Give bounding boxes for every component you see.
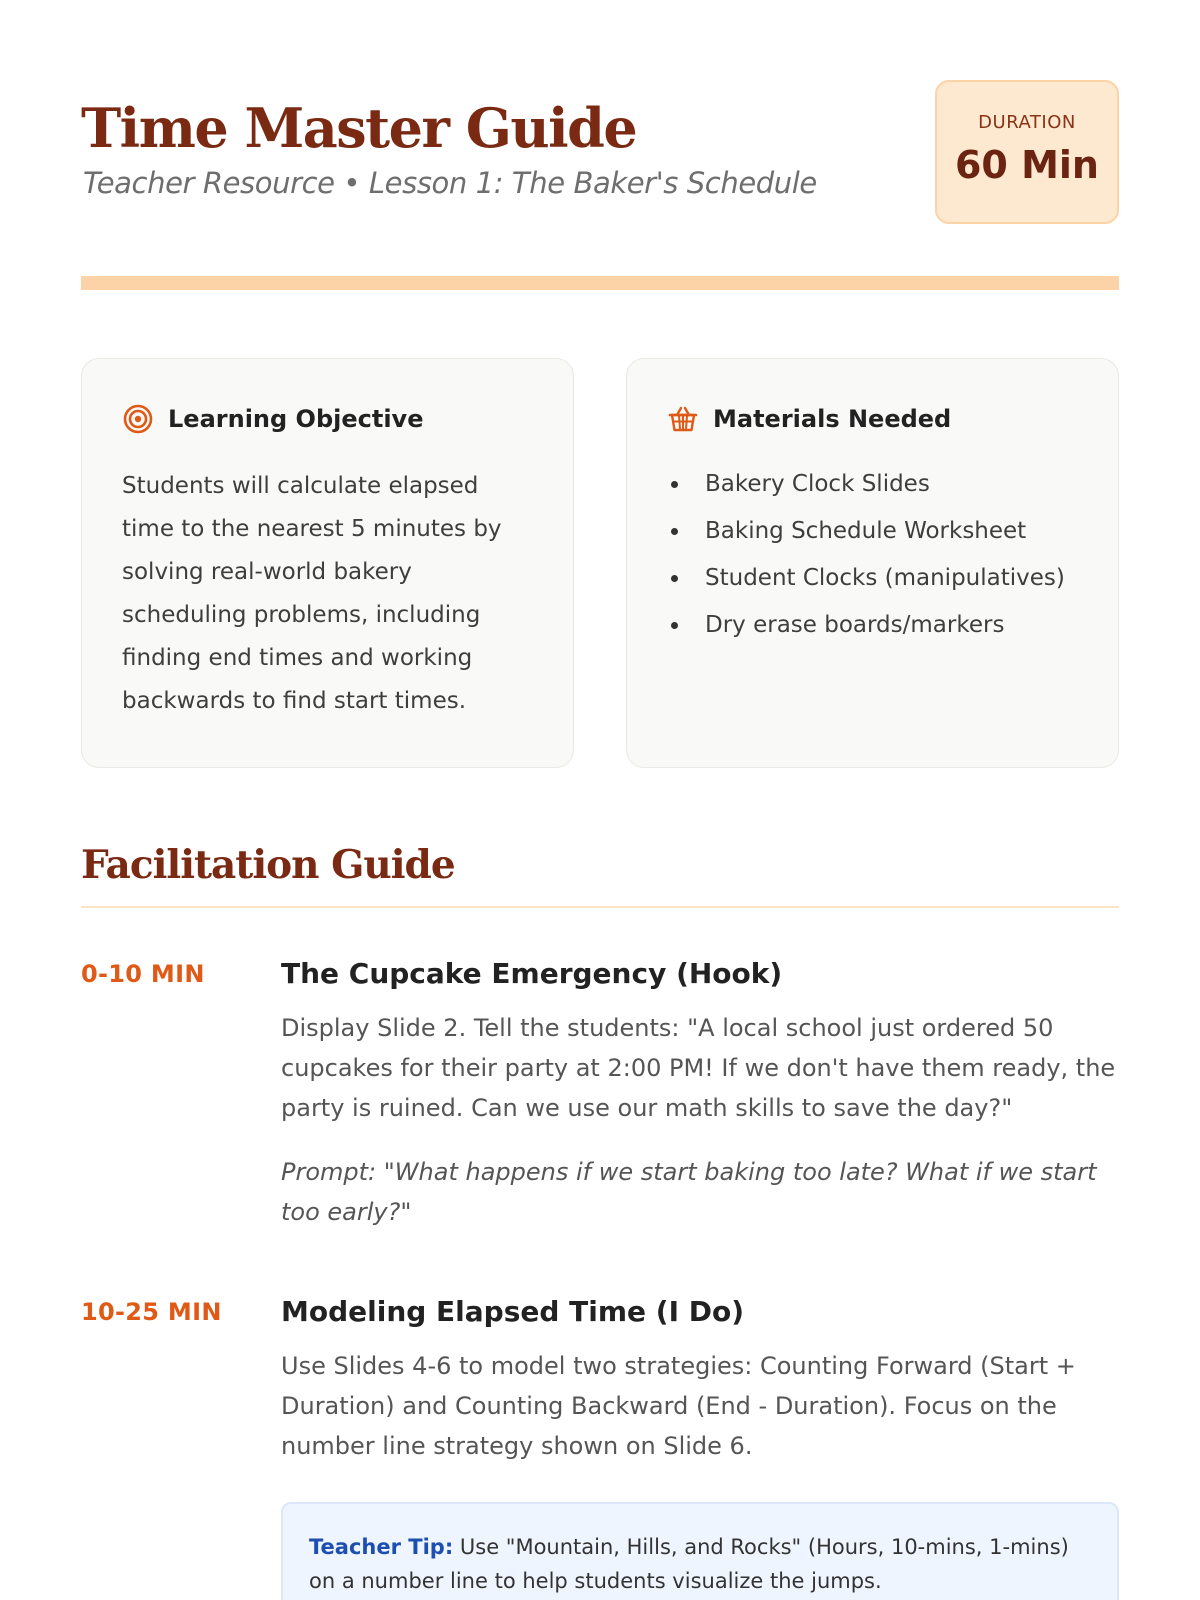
objective-title: Learning Objective [168,405,424,433]
learning-objective-card [81,358,574,768]
objective-text: Students will calculate elapsed time to the nearest 5 minutes by solving real-world bakery scheduling problems, including finding end times and working backwards to find start times. [122,473,502,714]
material-item: Student Clocks (manipulatives) [667,555,1078,602]
material-item: Baking Schedule Worksheet [667,508,1078,555]
material-item: Bakery Clock Slides [667,461,1078,508]
step-time: 10-25 MIN [81,1298,222,1326]
step-time: 0-10 MIN [81,960,205,988]
materials-title: Materials Needed [713,405,952,433]
step-title: The Cupcake Emergency (Hook) [281,957,783,990]
basket-icon [667,403,699,435]
teacher-tip-box [281,1502,1119,1600]
facilitation-divider [81,906,1119,908]
header-divider [81,276,1119,290]
step-description: Use Slides 4-6 to model two strategies: Counting Forward (Start + Duration) and Counting Backward (End - Duration). Focus on the number line strategy shown on Slide 6. [281,1352,1076,1460]
facilitation-title: Facilitation Guide [81,842,455,888]
materials-list [667,461,1078,649]
overview-cards [81,358,1119,768]
duration-badge [935,80,1119,224]
facilitation-step-hook [81,954,1119,1232]
teacher-tip-text: Use "Mountain, Hills, and Rocks" (Hours, 10-mins, 1-mins) on a number line to help students visualize the jumps. [309,1535,1069,1593]
step-prompt: Prompt: "What happens if we start baking too late? What if we start too early?" [281,1158,1097,1226]
duration-label: DURATION [978,112,1076,133]
duration-value: 60 Min [954,143,1099,187]
page-title: Time Master Guide [81,96,637,160]
facilitation-step-modeling [81,1292,1119,1600]
objective-card-header [122,399,533,439]
materials-card [626,358,1119,768]
target-icon [122,403,154,435]
page-header [81,0,1119,290]
materials-card-header [667,399,1078,439]
step-description: Display Slide 2. Tell the students: "A local school just ordered 50 cupcakes for their party at 2:00 PM! If we don't have them ready, the party is ruined. Can we use our math skills to save the day?" [281,1014,1116,1122]
step-title: Modeling Elapsed Time (I Do) [281,1295,745,1328]
material-item: Dry erase boards/markers [667,602,1078,649]
page-subtitle: Teacher Resource • Lesson 1: The Baker's Schedule [83,166,817,200]
teacher-tip-label: Teacher Tip: [309,1535,454,1559]
